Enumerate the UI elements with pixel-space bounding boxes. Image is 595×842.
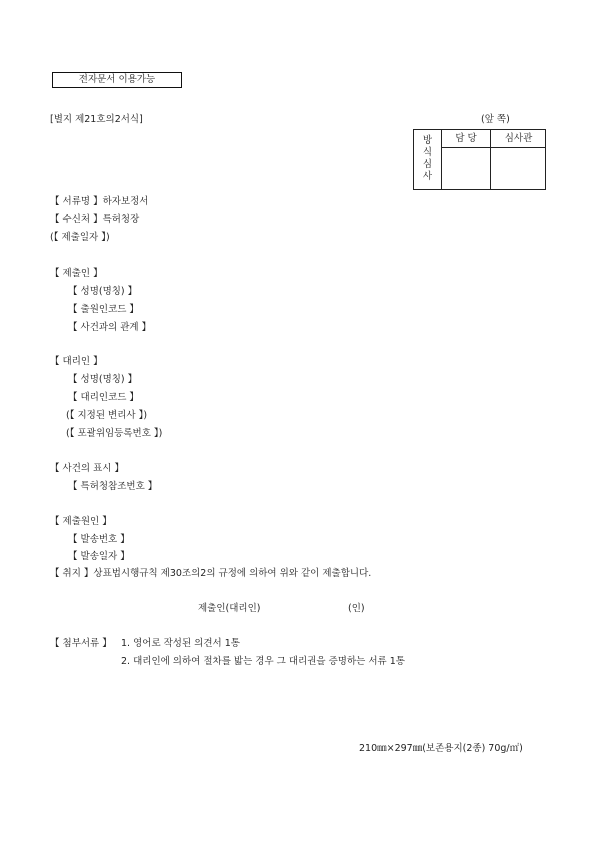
submit-date-field: (【 제출일자 】) xyxy=(50,232,110,243)
case-ref-field: 【 특허청참조번호 】 xyxy=(68,481,158,492)
review-title-char: 식 xyxy=(422,147,433,158)
agent-heading: 【 대리인 】 xyxy=(50,356,103,367)
paper-spec: 210㎜×297㎜(보존용지(2종) 70g/㎡) xyxy=(359,743,523,754)
dispatch-date-field: 【 발송일자 】 xyxy=(68,551,130,562)
form-number: [별지 제21호의2서식] xyxy=(50,114,143,125)
seal-mark: (인) xyxy=(348,603,365,614)
dispatch-number-field: 【 발송번호 】 xyxy=(68,534,130,545)
review-col-officer: 담 당 xyxy=(455,133,477,144)
attachment-item: 1. 영어로 작성된 의견서 1통 xyxy=(121,638,240,649)
review-box-title xyxy=(414,130,442,189)
agent-code-field: 【 대리인코드 】 xyxy=(68,392,139,403)
submitter-heading: 【 제출인 】 xyxy=(50,268,103,279)
review-cell-officer[interactable] xyxy=(442,148,490,189)
review-cell-examiner[interactable] xyxy=(491,148,546,189)
attachment-item: 2. 대리인에 의하여 절차를 밟는 경우 그 대리권을 증명하는 서류 1통 xyxy=(121,656,405,667)
review-col-examiner: 심사관 xyxy=(504,133,533,144)
purpose-statement: 【 취지 】상표법시행규칙 제30조의2의 규정에 의하여 위와 같이 제출합니다. xyxy=(50,568,372,579)
agent-blanket-field: (【 포괄위임등록번호 】) xyxy=(66,428,163,439)
original-submission-heading: 【 제출원인 】 xyxy=(50,516,112,527)
review-title-char: 심 xyxy=(422,159,433,170)
submitter-code-field: 【 출원인코드 】 xyxy=(68,304,139,315)
submitter-name-field: 【 성명(명칭) 】 xyxy=(68,286,138,297)
doc-name-field: 【 서류명 】하자보정서 xyxy=(50,196,149,207)
review-title-char: 방 xyxy=(422,135,433,146)
agent-designated-field: (【 지정된 변리사 】) xyxy=(66,410,148,421)
agent-name-field: 【 성명(명칭) 】 xyxy=(68,374,138,385)
attachments-heading: 【 첨부서류 】 xyxy=(50,638,112,649)
signature-label: 제출인(대리인) xyxy=(198,603,261,614)
recipient-field: 【 수신처 】특허청장 xyxy=(50,214,140,225)
submitter-relation-field: 【 사건과의 관계 】 xyxy=(68,322,152,333)
electronic-document-label: 전자문서 이용가능 xyxy=(52,72,182,88)
review-title-char: 사 xyxy=(422,171,433,182)
case-heading: 【 사건의 표시 】 xyxy=(50,463,124,474)
page-side-label: (앞 쪽) xyxy=(481,114,510,125)
review-box xyxy=(413,129,546,190)
